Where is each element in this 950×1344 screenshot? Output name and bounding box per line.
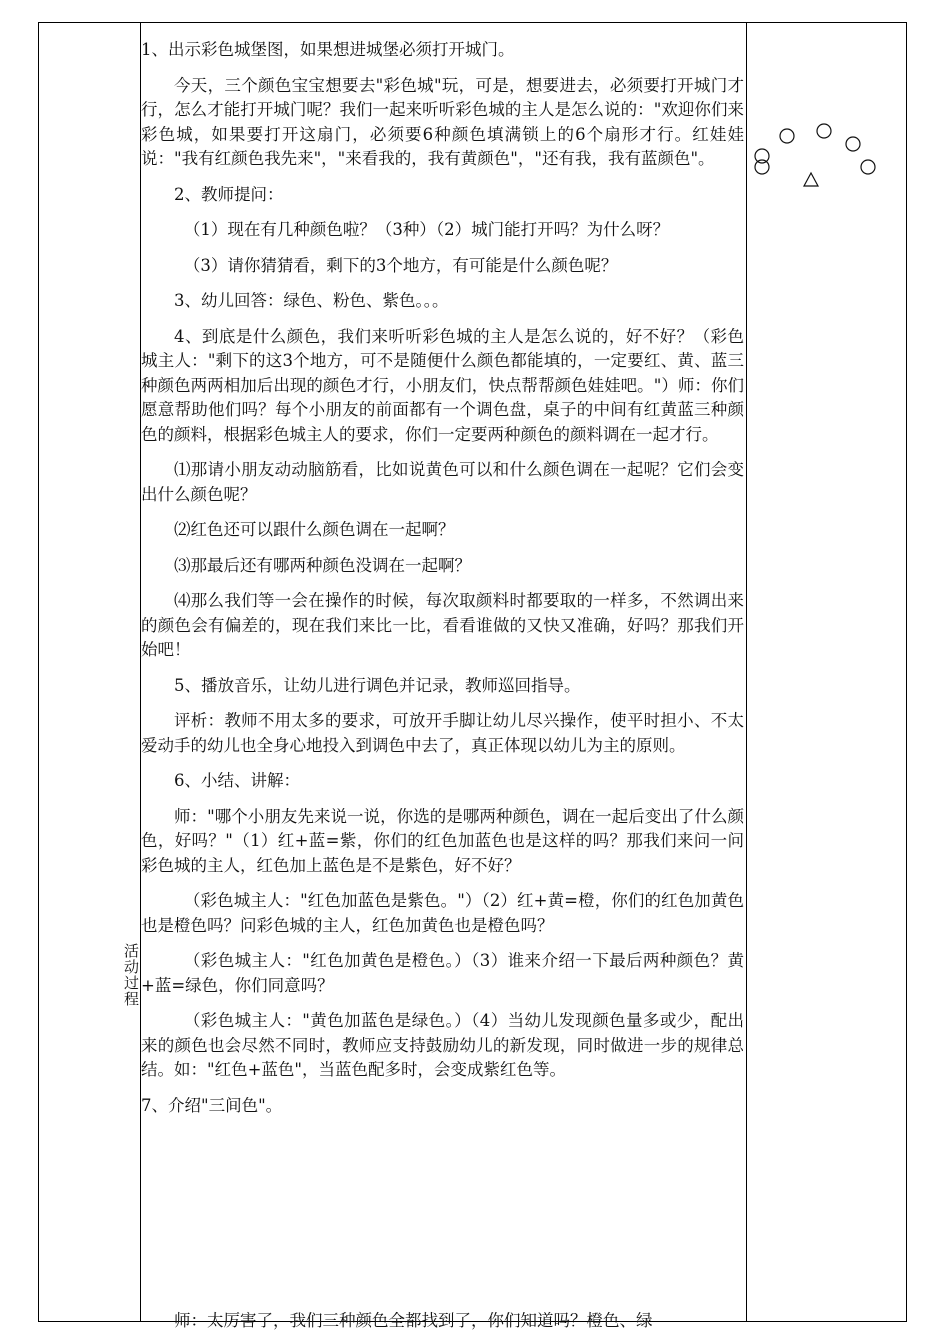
paragraph: 评析：教师不用太多的要求，可放开手脚让幼儿尽兴操作，使平时担小、不太爱动手的幼儿也全身心地投入到调色中去了，真正体现以幼儿为主的原则。 [141, 711, 744, 755]
continued-text: 师：太厉害了，我们三种颜色全都找到了，你们知道吗？橙色、绿 [174, 1311, 653, 1330]
circle-icon [861, 160, 875, 174]
paragraph: 3、幼儿回答：绿色、粉色、紫色。。。 [174, 291, 449, 310]
paragraph: 4、到底是什么颜色，我们来听听彩色城的主人是怎么说的，好不好？（彩色城主人："剩下的这3个地方，可不是随便什么颜色都能填的，一定要红、黄、蓝三种颜色两两相加后出现的颜色才行，小朋友们，快点帮帮颜色娃娃吧。"）师：你们愿意帮助他们吗？每个小朋友的前面都有一个调色盘，桌子的中间有红黄蓝三种颜色的颜料，根据彩色城主人的要求，你们一定要两种颜色的颜料调在一起才行。 [141, 326, 744, 444]
paragraph: （彩色城主人："黄色加蓝色是绿色。）（4）当幼儿发现颜色量多或少，配出来的颜色也会尽然不同时，教师应支持鼓励幼儿的新发现，同时做进一步的规律总结。如："红色+蓝色"，当蓝色配多时，会变成紫红色等。 [141, 1011, 744, 1079]
shapes-svg [745, 115, 895, 205]
paragraph: （彩色城主人："红色加黄色是橙色。）（3）谁来介绍一下最后两种颜色？黄+蓝=绿色，你们同意吗？ [141, 951, 744, 995]
paragraph: 6、小结、讲解： [174, 771, 300, 790]
paragraph: 师："哪个小朋友先来说一说，你选的是哪两种颜色，调在一起后变出了什么颜色，好吗？"（1）红+蓝=紫，你们的红色加蓝色也是这样的吗？那我们来问一问彩色城的主人，红色加上蓝色是不是紫色，好不好？ [141, 806, 744, 875]
paragraph: ⑷那么我们等一会在操作的时候，每次取颜料时都要取的一样多，不然调出来的颜色会有偏差的，现在我们来比一比，看看谁做的又快又准确，好吗？那我们开始吧！ [141, 591, 744, 659]
paragraph: （1）现在有几种颜色啦？（3种）（2）城门能打开吗？为什么呀？ [183, 220, 670, 239]
paragraph: （3）请你猜猜看，剩下的3个地方，有可能是什么颜色呢？ [183, 255, 618, 275]
paragraph: 今天，三个颜色宝宝想要去"彩色城"玩，可是，想要进去，必须要打开城门才行，怎么才能打开城门呢？我们一起来听听彩色城的主人是怎么说的："欢迎你们来彩色城，如果要打开这扇门，必须要6种颜色填满锁上的6个扇形才行。红娃娃说："我有红颜色我先来"，"来看我的，我有黄颜色"，"还有我，我有蓝颜色"。 [141, 75, 744, 168]
paragraph: 2、教师提问： [174, 184, 284, 204]
triangle-icon [804, 173, 818, 186]
shape-diagram [745, 115, 895, 205]
circle-icon [755, 160, 769, 174]
circle-icon [755, 149, 769, 163]
paragraph: ⑵红色还可以跟什么颜色调在一起啊？ [174, 520, 455, 539]
circle-icon [846, 137, 860, 151]
paragraph: 5、播放音乐，让幼儿进行调色并记录，教师巡回指导。 [174, 675, 581, 695]
paragraph: 7、介绍"三间色"。 [141, 1095, 283, 1115]
paragraph: 1、出示彩色城堡图，如果想进城堡必须打开城门。 [141, 40, 515, 59]
circle-icon [817, 124, 831, 138]
circle-icon [780, 129, 794, 143]
paragraph: ⑴那请小朋友动动脑筋看，比如说黄色可以和什么颜色调在一起呢？它们会变出什么颜色呢？ [141, 460, 744, 504]
paragraph: ⑶那最后还有哪两种颜色没调在一起啊？ [174, 555, 471, 575]
column-divider-right [746, 23, 747, 1321]
lesson-content [141, 38, 744, 1129]
paragraph: （彩色城主人："红色加蓝色是紫色。"）（2）红+黄=橙，你们的红色加黄色也是橙色吗？问彩色城的主人，红色加黄色也是橙色吗？ [141, 891, 744, 935]
side-label-text: 活动过程 [122, 943, 140, 1007]
activity-process-label [39, 943, 140, 1007]
